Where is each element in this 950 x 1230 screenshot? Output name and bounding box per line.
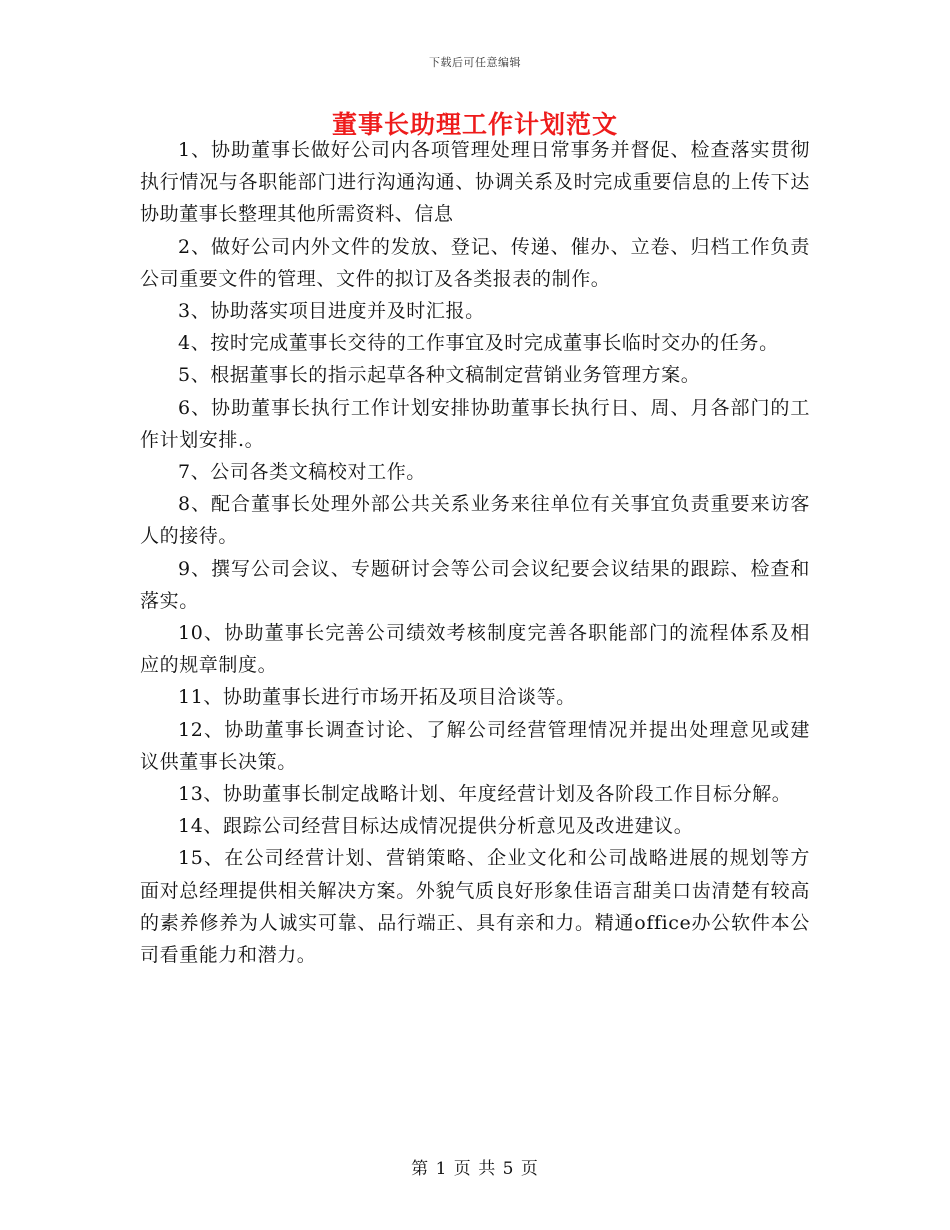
paragraph-8: 8、配合董事长处理外部公共关系业务来往单位有关事宜负责重要来访客人的接待。: [140, 493, 810, 548]
paragraph-3: 3、协助落实项目进度并及时汇报。: [178, 300, 485, 323]
paragraph-1: 1、协助董事长做好公司内各项管理处理日常事务并督促、检查落实贯彻执行情况与各职能部门进行沟通沟通、协调关系及时完成重要信息的上传下达协助董事长整理其他所需资料、信息: [140, 139, 810, 226]
paragraph-11: 11、协助董事长进行市场开拓及项目洽谈等。: [178, 686, 576, 709]
paragraph-14: 14、跟踪公司经营目标达成情况提供分析意见及改进建议。: [178, 815, 694, 838]
paragraph-15: 15、在公司经营计划、营销策略、企业文化和公司战略进展的规划等方面对总经理提供相关解决方案。外貌气质良好形象佳语言甜美口齿清楚有较高的素养修养为人诚实可靠、品行端正、具有亲和力。精通office办公软件本公司看重能力和潜力。: [140, 847, 810, 967]
paragraph-9: 9、撰写公司会议、专题研讨会等公司会议纪要会议结果的跟踪、检查和落实。: [140, 557, 810, 612]
page-number-footer: 第 1 页 共 5 页: [411, 1159, 539, 1179]
paragraph-2: 2、做好公司内外文件的发放、登记、传递、催办、立卷、归档工作负责公司重要文件的管理、文件的拟订及各类报表的制作。: [140, 235, 810, 290]
paragraph-6: 6、协助董事长执行工作计划安排协助董事长执行日、周、月各部门的工作计划安排.。: [140, 396, 810, 451]
document-title: 董事长助理工作计划范文: [331, 110, 618, 139]
paragraph-5: 5、根据董事长的指示起草各种文稿制定营销业务管理方案。: [178, 364, 701, 387]
paragraph-12: 12、协助董事长调查讨论、了解公司经营管理情况并提出处理意见或建议供董事长决策。: [140, 718, 810, 773]
paragraph-7: 7、公司各类文稿校对工作。: [178, 461, 426, 484]
paragraph-4: 4、按时完成董事长交待的工作事宜及时完成董事长临时交办的任务。: [178, 332, 779, 355]
paragraph-13: 13、协助董事长制定战略计划、年度经营计划及各阶段工作目标分解。: [178, 783, 792, 806]
document-body: [140, 134, 810, 971]
header-note: 下载后可任意编辑: [429, 56, 521, 69]
paragraph-10: 10、协助董事长完善公司绩效考核制度完善各职能部门的流程体系及相应的规章制度。: [140, 622, 810, 677]
